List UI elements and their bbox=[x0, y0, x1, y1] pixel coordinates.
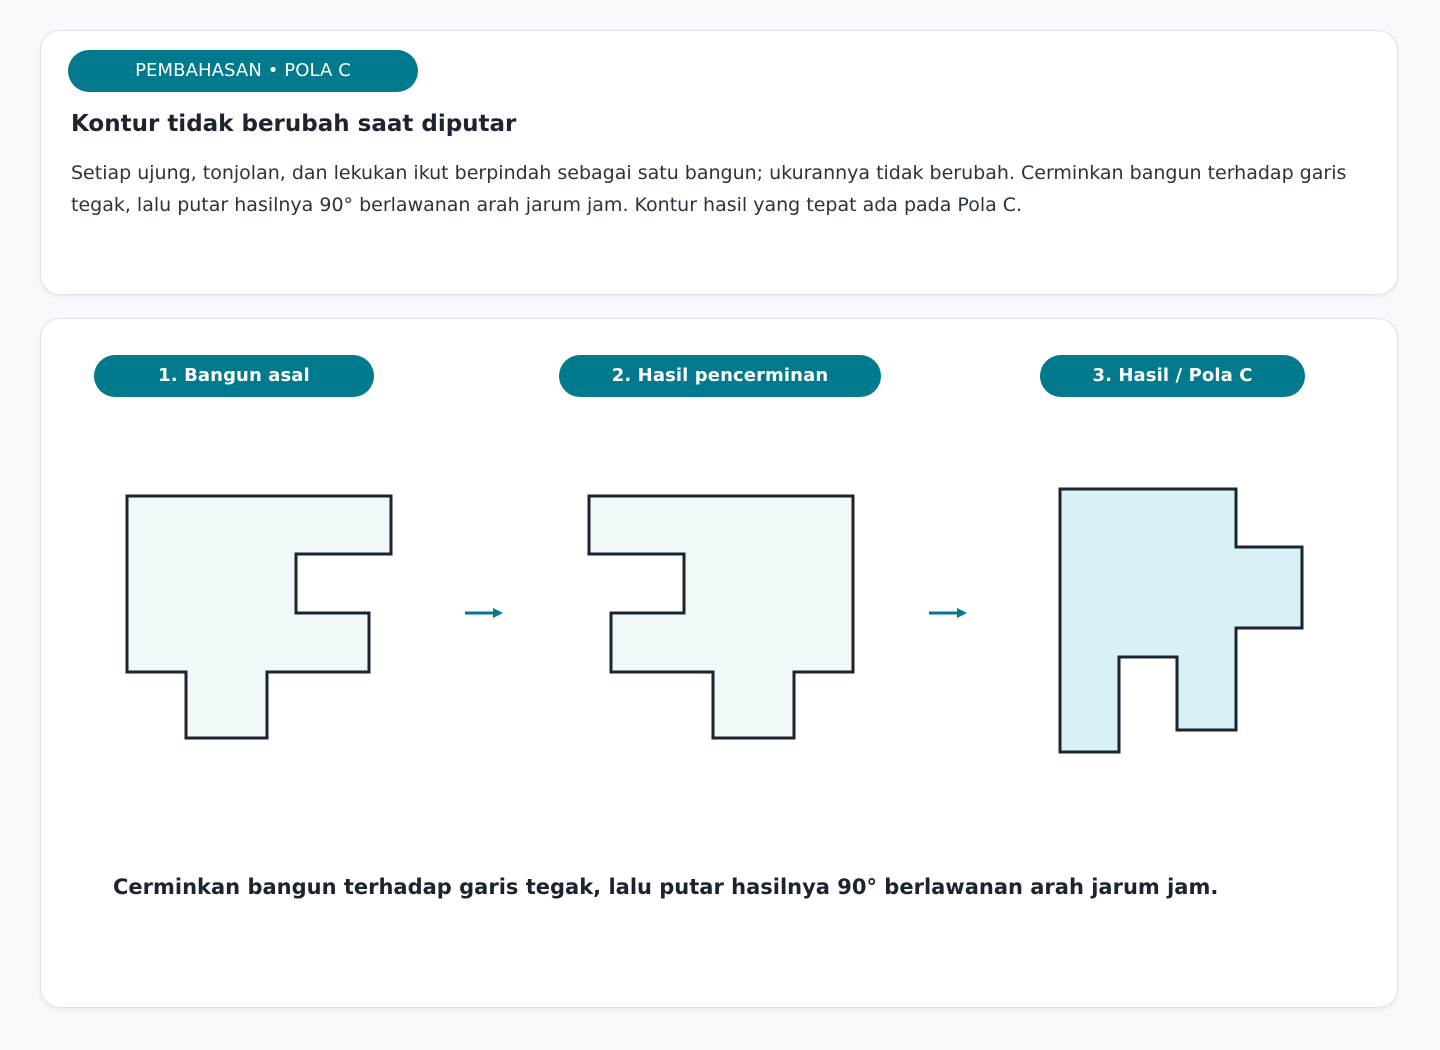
explanation-title: Kontur tidak berubah saat diputar bbox=[71, 111, 517, 137]
diagram-card bbox=[40, 318, 1398, 1008]
reflected-shape bbox=[589, 496, 853, 738]
step-label-original: 1. Bangun asal bbox=[94, 355, 374, 397]
explanation-card bbox=[40, 30, 1398, 295]
result-shape-pola-c bbox=[1060, 489, 1302, 752]
explanation-text: Setiap ujung, tonjolan, dan lekukan ikut berpindah sebagai satu bangun; ukurannya tidak berubah. Cerminkan bangun terhadap garis tegak, lalu putar hasilnya 90° berlawanan arah jarum jam. Kontur hasil yang tepat ada pada Pola C. bbox=[71, 162, 1347, 216]
section-badge: PEMBAHASAN • POLA C bbox=[68, 50, 418, 92]
step-label-reflection: 2. Hasil pencerminan bbox=[559, 355, 881, 397]
diagram-caption: Cerminkan bangun terhadap garis tegak, lalu putar hasilnya 90° berlawanan arah jarum jam. bbox=[113, 875, 1219, 899]
transformation-diagram bbox=[41, 319, 1397, 1007]
original-shape bbox=[127, 496, 391, 738]
step-label-result: 3. Hasil / Pola C bbox=[1040, 355, 1305, 397]
